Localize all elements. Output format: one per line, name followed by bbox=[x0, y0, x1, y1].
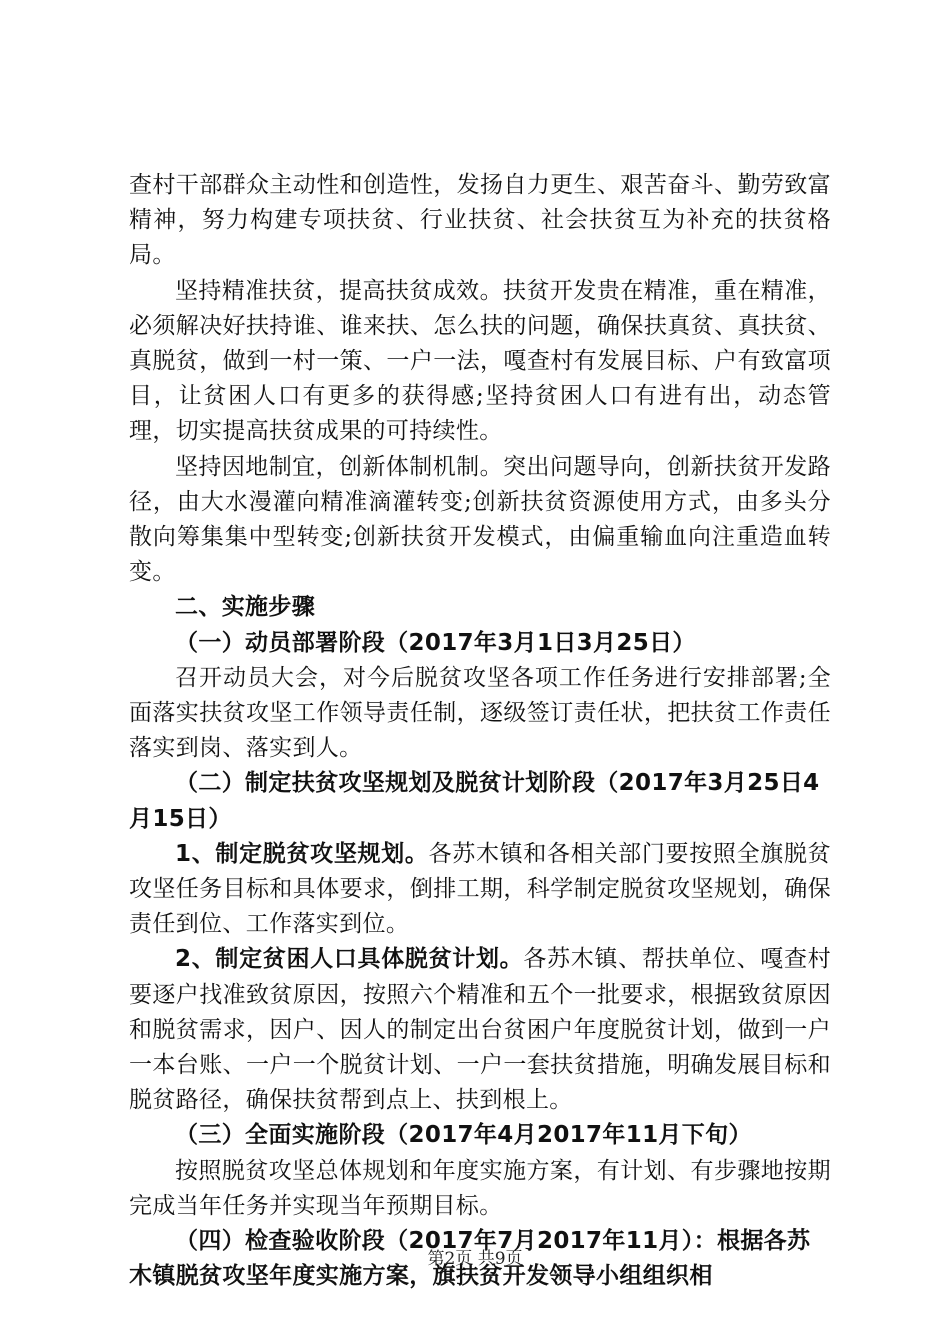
subheading-implementation-stage: （三）全面实施阶段（2017年4月2017年11月下旬） bbox=[175, 1122, 752, 1149]
paragraph-plan-2-text: 各苏木镇、帮扶单位、嘎查村要逐户找准致贫原因，按照六个精准和五个一批要求，根据致贫原因和脱贫需求，因户、因人的制定出台贫困户年度脱贫计划，做到一户一本台账、一户一个脱贫计划、一户一套扶贫措施，明确发展目标和脱贫路径，确保扶贫帮到点上、扶到根上。 bbox=[129, 946, 831, 1114]
paragraph-plan-1 bbox=[129, 837, 831, 943]
paragraph-plan-1-text: 各苏木镇和各相关部门要按照全旗脱贫攻坚任务目标和具体要求，倒排工期，科学制定脱贫攻坚规划，确保责任到位、工作落实到位。 bbox=[129, 840, 832, 938]
page-number-footer: 第2页 共9页 bbox=[427, 1249, 523, 1269]
paragraph-continuation: 查村干部群众主动性和创造性，发扬自力更生、艰苦奋斗、勤劳致富精神，努力构建专项扶贫、行业扶贫、社会扶贫互为补充的扶贫格局。 bbox=[129, 172, 831, 269]
paragraph-precision-poverty: 坚持精准扶贫，提高扶贫成效。扶贫开发贵在精准，重在精准，必须解决好扶持谁、谁来扶、怎么扶的问题，确保扶真贫、真扶贫、真脱贫，做到一村一策、一户一法，嘎查村有发展目标、户有致富项目，让贫困人口有更多的获得感;坚持贫困人口有进有出，动态管理，切实提高扶贫成果的可持续性。 bbox=[129, 277, 831, 445]
paragraph-mobilization: 召开动员大会，对今后脱贫攻坚各项工作任务进行安排部署;全面落实扶贫攻坚工作领导责任制，逐级签订责任状，把扶贫工作责任落实到岗、落实到人。 bbox=[129, 664, 831, 762]
paragraph-plan-2-lead: 2、制定贫困人口具体脱贫计划。 bbox=[175, 946, 524, 973]
paragraph-implementation: 按照脱贫攻坚总体规划和年度实施方案，有计划、有步骤地按期完成当年任务并实现当年预期目标。 bbox=[129, 1157, 831, 1219]
section-heading-implementation-steps: 二、实施步骤 bbox=[175, 594, 316, 621]
subheading-inspection-stage: （四）检查验收阶段（2017年7月2017年11月）：根据各苏木镇脱贫攻坚年度实施方案，旗扶贫开发领导小组组织相 bbox=[129, 1228, 811, 1290]
paragraph-local-conditions: 坚持因地制宜，创新体制机制。突出问题导向，创新扶贫开发路径，由大水漫灌向精准滴灌转变;创新扶贫资源使用方式，由多头分散向筹集集中型转变;创新扶贫开发模式，由偏重输血向注重造血转变。 bbox=[129, 453, 831, 586]
subheading-planning-stage: （二）制定扶贫攻坚规划及脱贫计划阶段（2017年3月25日4月15日） bbox=[129, 770, 820, 832]
paragraph-plan-2 bbox=[129, 942, 831, 1118]
paragraph-plan-1-lead: 1、制定脱贫攻坚规划。 bbox=[175, 840, 429, 867]
document-body bbox=[129, 168, 831, 1295]
subheading-mobilization-stage: （一）动员部署阶段（2017年3月1日3月25日） bbox=[175, 629, 696, 656]
